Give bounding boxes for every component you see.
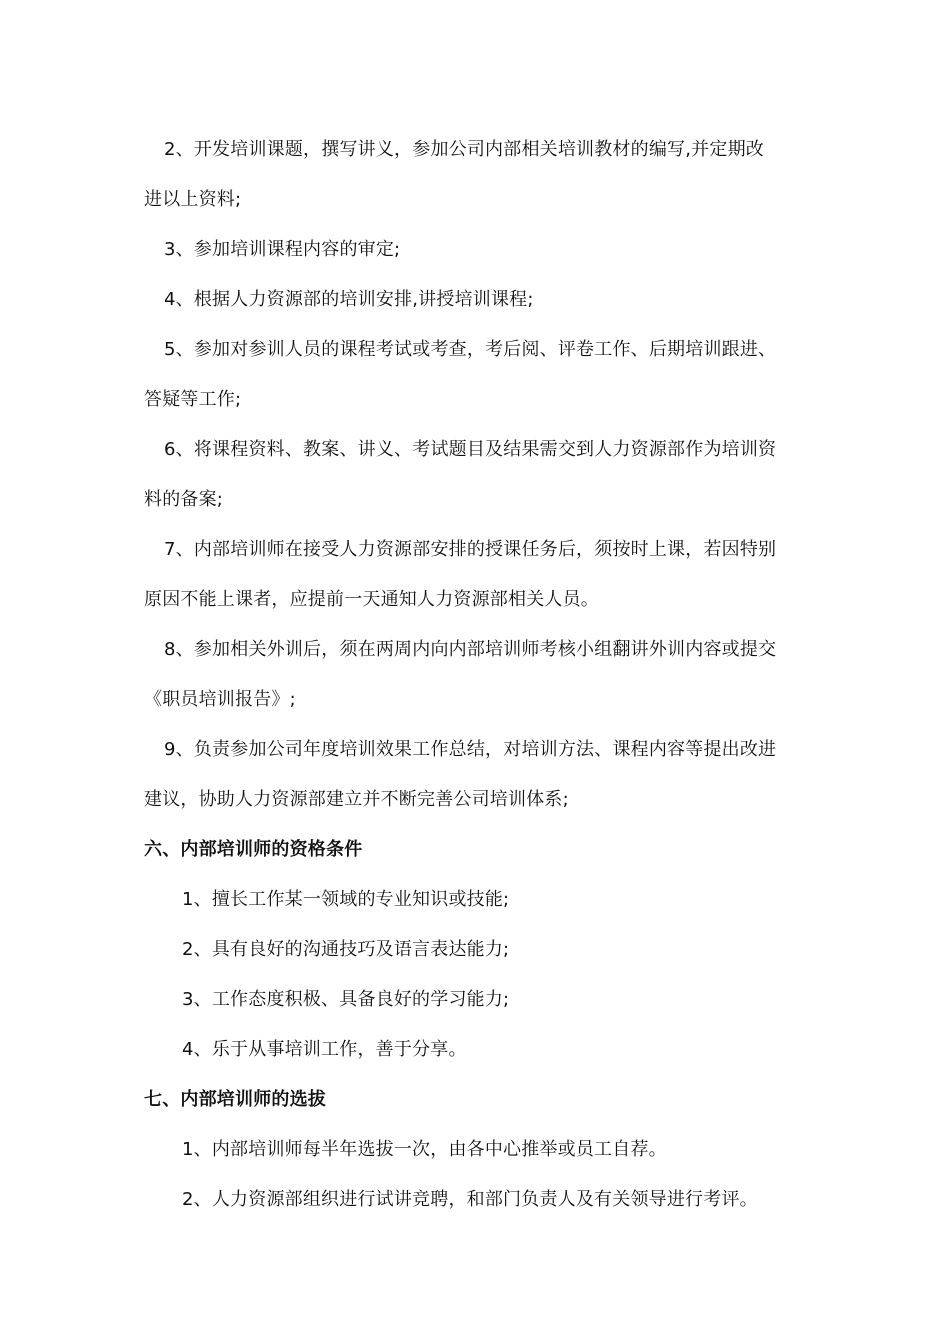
- list-item: 8、参加相关外训后，须在两周内向内部培训师考核小组翻讲外训内容或提交: [164, 639, 777, 660]
- list-item: 2、开发培训课题，撰写讲义，参加公司内部相关培训教材的编写,并定期改: [164, 139, 764, 160]
- list-item-continuation: 进以上资料;: [144, 189, 242, 210]
- section-heading: 六、内部培训师的资格条件: [144, 839, 363, 860]
- list-item: 2、具有良好的沟通技巧及语言表达能力;: [182, 939, 510, 960]
- list-item-continuation: 料的备案;: [144, 489, 224, 510]
- list-item-continuation: 答疑等工作;: [144, 389, 242, 410]
- section-heading: 七、内部培训师的选拔: [144, 1089, 326, 1110]
- list-item: 4、根据人力资源部的培训安排,讲授培训课程;: [164, 289, 534, 310]
- list-item-continuation: 建议，协助人力资源部建立并不断完善公司培训体系;: [144, 789, 569, 810]
- list-item: 3、工作态度积极、具备良好的学习能力;: [182, 989, 510, 1010]
- list-item: 5、参加对参训人员的课程考试或考查，考后阅、评卷工作、后期培训跟进、: [164, 339, 777, 360]
- document-body: [144, 125, 810, 1225]
- list-item: 6、将课程资料、教案、讲义、考试题目及结果需交到人力资源部作为培训资: [164, 439, 777, 460]
- list-item: 7、内部培训师在接受人力资源部安排的授课任务后，须按时上课，若因特别: [164, 539, 777, 560]
- list-item: 3、参加培训课程内容的审定;: [164, 239, 401, 260]
- list-item-continuation: 《职员培训报告》;: [144, 689, 296, 710]
- list-item: 2、人力资源部组织进行试讲竞聘，和部门负责人及有关领导进行考评。: [182, 1189, 758, 1210]
- list-item: 9、负责参加公司年度培训效果工作总结，对培训方法、课程内容等提出改进: [164, 739, 777, 760]
- list-item: 1、内部培训师每半年选拔一次，由各中心推举或员工自荐。: [182, 1139, 667, 1160]
- list-item: 1、擅长工作某一领域的专业知识或技能;: [182, 889, 510, 910]
- list-item-continuation: 原因不能上课者，应提前一天通知人力资源部相关人员。: [144, 589, 599, 610]
- list-item: 4、乐于从事培训工作，善于分享。: [182, 1039, 467, 1060]
